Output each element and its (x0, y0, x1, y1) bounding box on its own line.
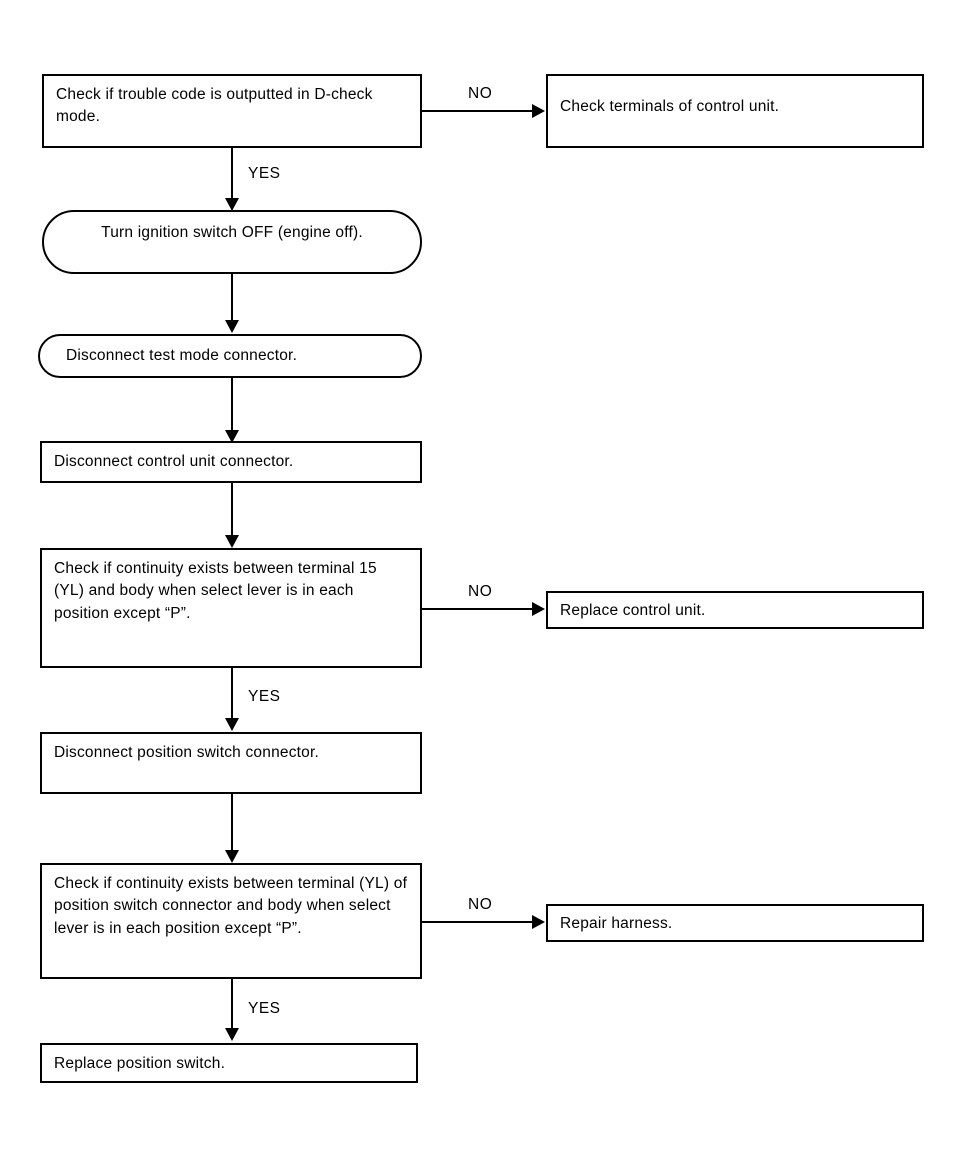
edge-n9-n11-arrowhead (225, 1028, 239, 1041)
edge-n9-n10 (422, 921, 532, 923)
node-replace-position-switch: Replace position switch. (40, 1043, 418, 1083)
edge-label-yes-2: YES (248, 688, 281, 705)
node-check-trouble-code: Check if trouble code is outputted in D-check mode. (42, 74, 422, 148)
edge-n4-n5 (231, 378, 233, 438)
edge-n8-n9-arrowhead (225, 850, 239, 863)
edge-label-no-1: NO (468, 85, 493, 102)
edge-label-no-2: NO (468, 583, 493, 600)
edge-n9-n10-arrowhead (532, 915, 545, 929)
edge-n1-n2-arrowhead (532, 104, 545, 118)
node-check-continuity-terminal-15: Check if continuity exists between terminal 15 (YL) and body when select lever is in each position except “P”. (40, 548, 422, 668)
node-check-terminals-control-unit: Check terminals of control unit. (546, 74, 924, 148)
edge-label-yes-1: YES (248, 165, 281, 182)
node-replace-control-unit: Replace control unit. (546, 591, 924, 629)
edge-label-yes-3: YES (248, 1000, 281, 1017)
node-repair-harness: Repair harness. (546, 904, 924, 942)
node-check-continuity-position-switch: Check if continuity exists between terminal (YL) of position switch connector and body when select lever is in each position except “P”. (40, 863, 422, 979)
node-disconnect-test-mode-connector: Disconnect test mode connector. (38, 334, 422, 378)
edge-n9-n11 (231, 979, 233, 1035)
edge-n1-n2 (422, 110, 532, 112)
edge-n6-n7 (422, 608, 532, 610)
edge-n6-n7-arrowhead (532, 602, 545, 616)
node-disconnect-position-switch-connector: Disconnect position switch connector. (40, 732, 422, 794)
edge-label-no-3: NO (468, 896, 493, 913)
edge-n5-n6-arrowhead (225, 535, 239, 548)
node-turn-ignition-off: Turn ignition switch OFF (engine off). (42, 210, 422, 274)
edge-n6-n8-arrowhead (225, 718, 239, 731)
edge-n3-n4-arrowhead (225, 320, 239, 333)
node-disconnect-control-unit-connector: Disconnect control unit connector. (40, 441, 422, 483)
